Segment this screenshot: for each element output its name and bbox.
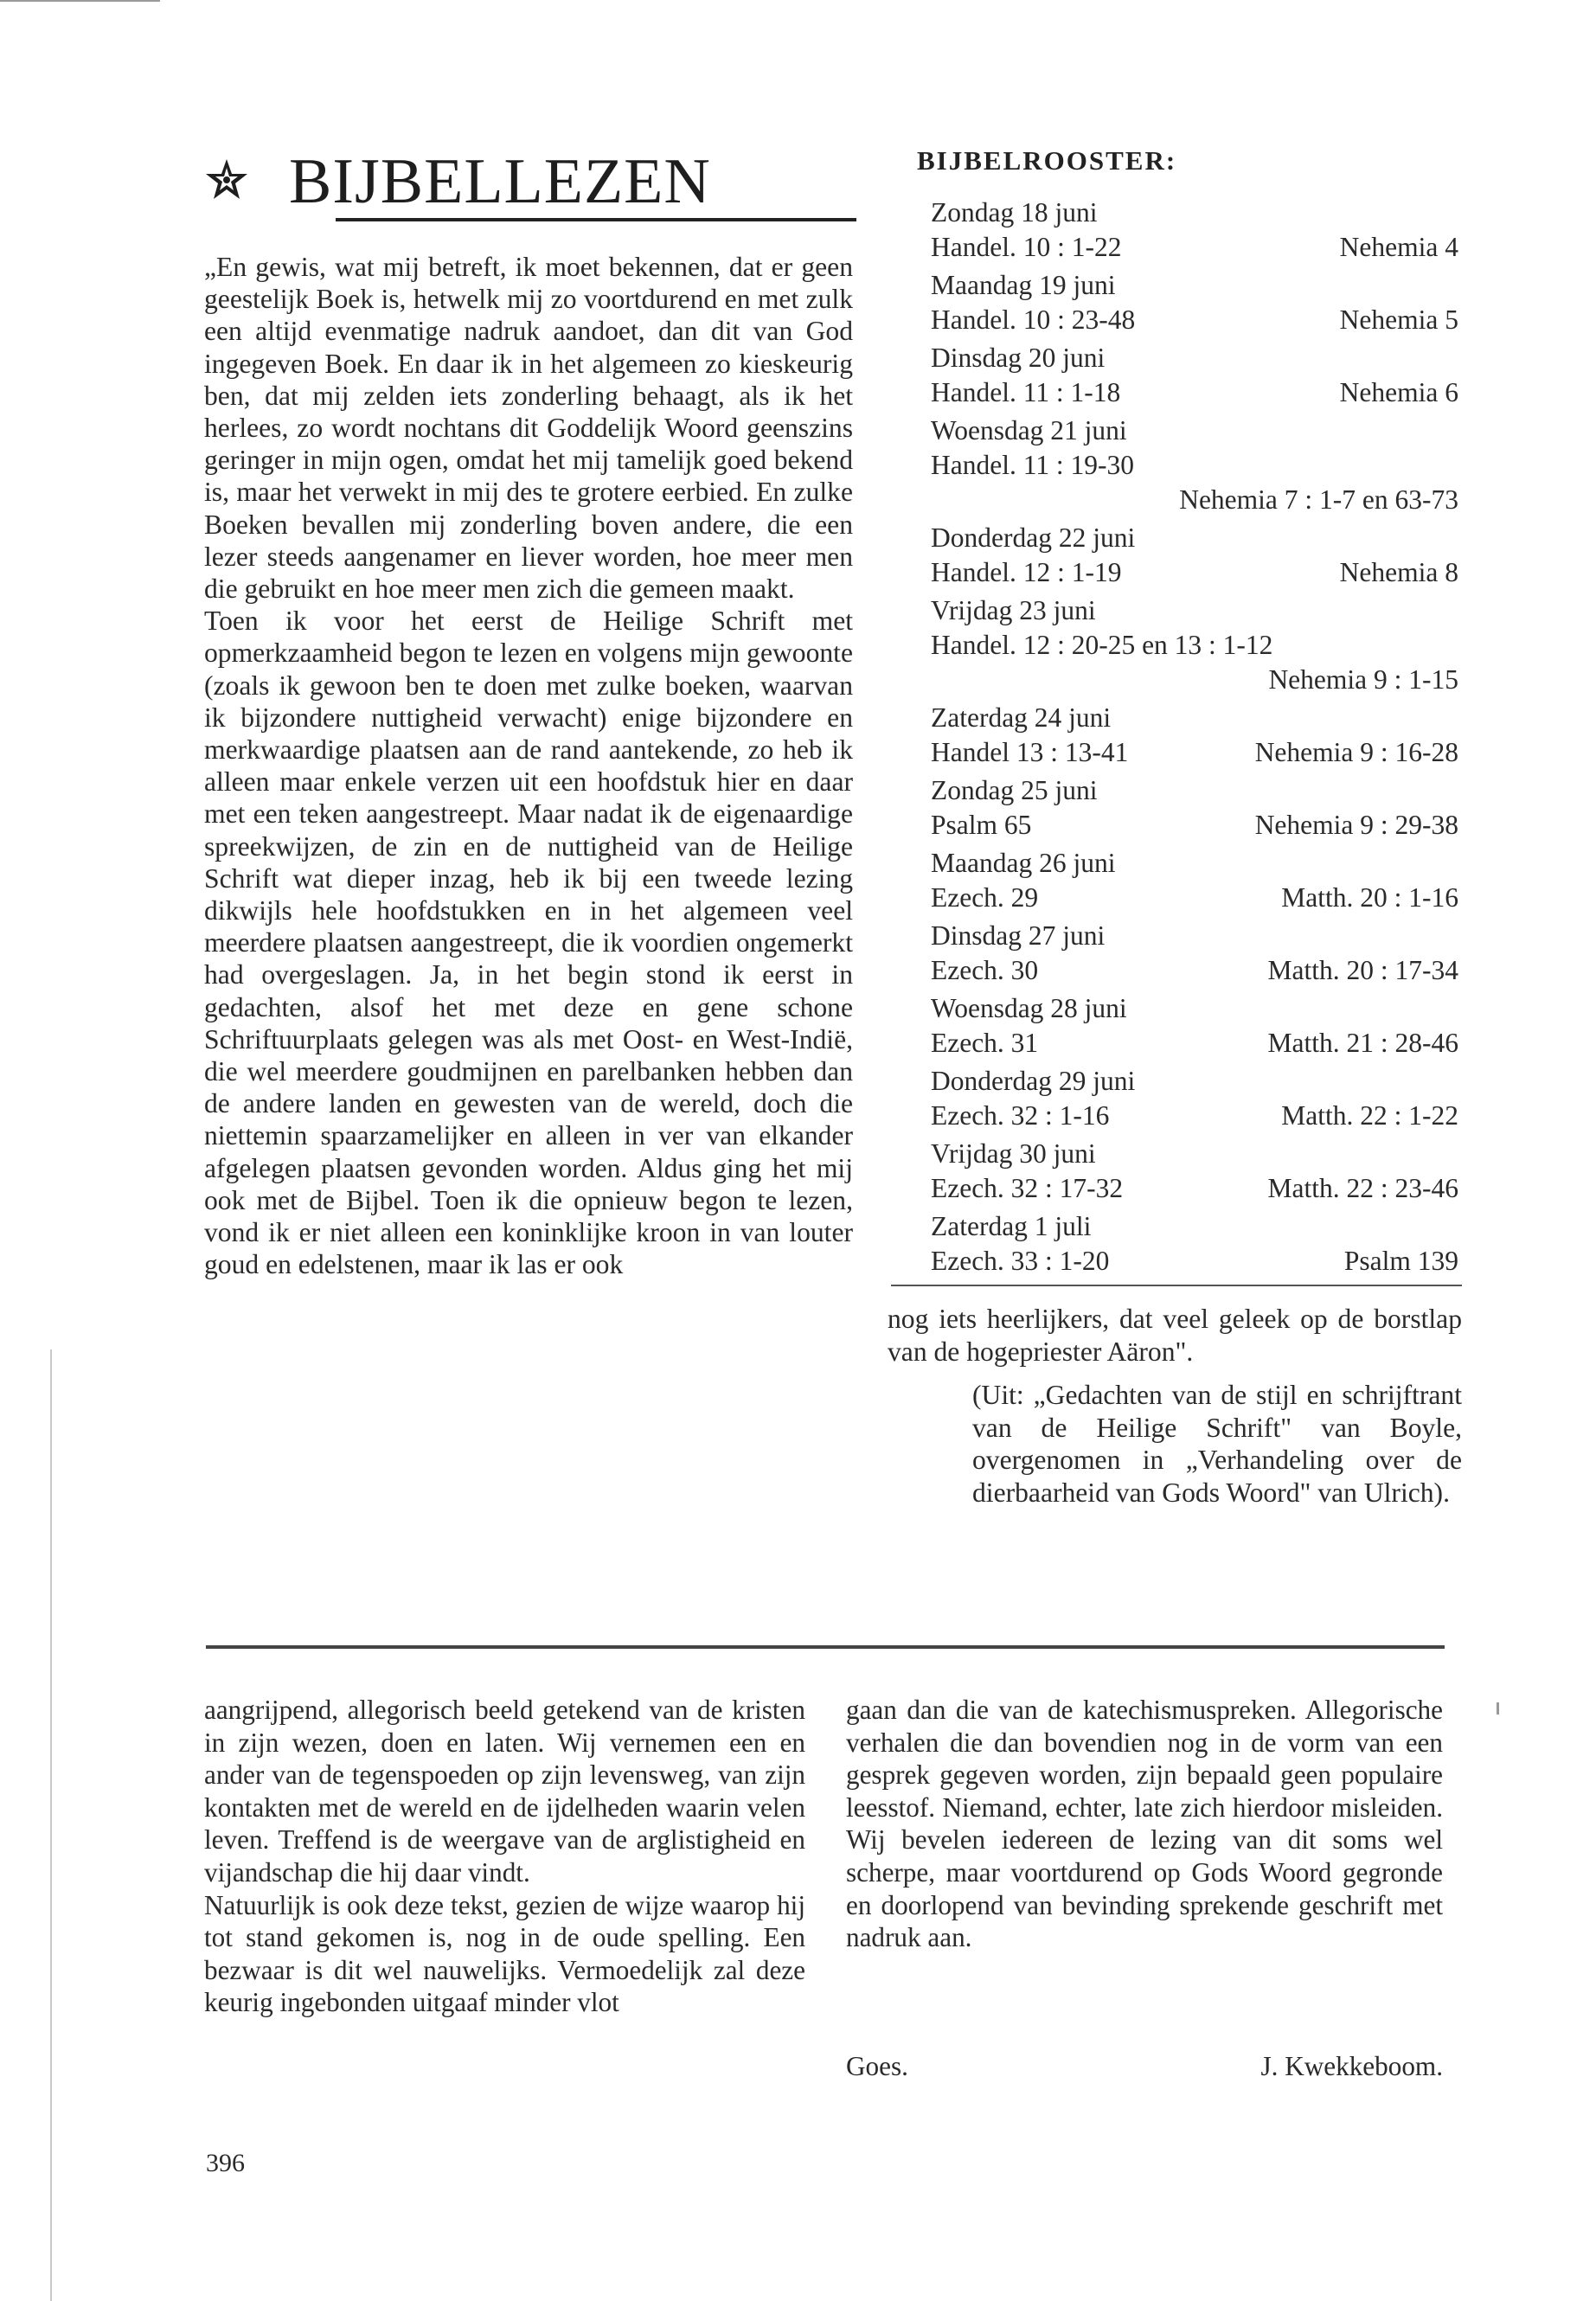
roster-reading-line (931, 230, 1458, 265)
article-title: BIJBELLEZEN (289, 146, 711, 217)
roster-day (931, 195, 1458, 265)
margin-mark (1497, 1702, 1499, 1715)
reading-primary: Ezech. 32 : 1-16 (931, 1100, 1110, 1131)
review-paragraph: aangrijpend, allegorisch beeld getekend van de kristen in zijn wezen, doen en laten. Wij vernemen een en ander van de tegenspoeden op zijn levensweg, van zijn kontakten met de wereld en de ijdelheden waarin velen leven. Treffend is de weergave van de arglistigheid en vijandschap die hij daar vindt. (204, 1695, 805, 1888)
roster-day-label: Donderdag 22 juni (931, 522, 1136, 553)
roster-day-label: Maandag 19 juni (931, 270, 1116, 300)
page-number: 396 (206, 2149, 245, 2177)
reading-secondary: Nehemia 7 : 1-7 en 63-73 (1179, 484, 1458, 515)
article-header (204, 138, 862, 242)
roster-day-label: Zondag 18 juni (931, 197, 1098, 228)
review-left-column (204, 1694, 805, 2019)
roster-day (931, 1209, 1458, 1279)
roster-day-label: Zondag 25 juni (931, 775, 1098, 805)
roster-day (931, 521, 1458, 590)
roster-reading-line (931, 663, 1458, 697)
reading-primary: Handel. 10 : 23-48 (931, 304, 1136, 335)
reading-primary: Handel. 12 : 1-19 (931, 557, 1122, 587)
roster-reading-line (931, 1099, 1458, 1133)
roster-day (931, 701, 1458, 770)
quote-column (204, 251, 853, 1281)
reading-secondary: Nehemia 5 (1339, 304, 1458, 335)
reading-secondary: Nehemia 9 : 1-15 (1268, 664, 1458, 695)
roster-day (931, 1064, 1458, 1133)
reading-primary: Handel 13 : 13-41 (931, 737, 1129, 767)
reading-secondary: Nehemia 9 : 16-28 (1254, 737, 1458, 767)
roster-day-label: Woensdag 28 juni (931, 993, 1127, 1023)
reading-primary: Psalm 65 (931, 810, 1032, 840)
roster-reading-line (931, 881, 1458, 915)
reading-secondary: Nehemia 9 : 29-38 (1254, 810, 1458, 840)
section-separator (206, 1645, 1445, 1649)
top-edge-line (0, 0, 160, 2)
roster-day-label: Maandag 26 juni (931, 848, 1116, 878)
reading-primary: Ezech. 29 (931, 882, 1039, 913)
roster-day (931, 919, 1458, 988)
star-icon (204, 157, 249, 202)
reading-primary: Handel. 11 : 19-30 (931, 450, 1135, 480)
reading-secondary: Matth. 21 : 28-46 (1267, 1028, 1458, 1058)
review-signature (846, 2051, 1443, 2082)
binding-edge-line (50, 1349, 52, 2301)
roster-day (931, 341, 1458, 410)
reading-primary: Ezech. 31 (931, 1028, 1039, 1058)
reading-primary: Ezech. 32 : 17-32 (931, 1173, 1124, 1203)
roster-reading-line (931, 483, 1458, 517)
signature-author: J. Kwekkeboom. (1260, 2051, 1443, 2081)
roster-day-label: Dinsdag 20 juni (931, 343, 1106, 373)
roster-reading-line (931, 555, 1458, 590)
roster-reading-line (931, 628, 1458, 663)
review-paragraph: Natuurlijk is ook deze tekst, gezien de wijze waarop hij tot stand gekomen is, nog in de oude spelling. Een bezwaar is dit wel nauwelijks. Vermoedelijk zal deze keurig ingebonden uitgaaf minder vlot (204, 1889, 805, 2018)
roster-reading-line (931, 1026, 1458, 1061)
bible-reading-schedule (931, 192, 1458, 1279)
reading-secondary: Matth. 22 : 23-46 (1267, 1173, 1458, 1203)
reading-secondary: Nehemia 8 (1339, 557, 1458, 587)
quote-continuation: nog iets heerlijkers, dat veel geleek op de borstlap van de hogepriester Aäron". (888, 1304, 1462, 1367)
quote-paragraph: „En gewis, wat mij betreft, ik moet bekennen, dat er geen geestelijk Boek is, hetwelk mij zo voortdurend en met zulk een altijd evenmatige nadruk aandoet, dan dit van God ingegeven Boek. En daar ik in het algemeen zo kieskeurig ben, dat mij zelden iets zonderling behaagt, als ik het herlees, zo wordt nochtans dit Goddelijk Woord geenszins geringer in mijn ogen, omdat het mij tamelijk goed bekend is, maar het verwekt in mij des te grotere eerbied. En zulke Boeken bevallen mij zonderling boven andere, die een lezer steeds aangenamer en liever worden, hoe meer men die gebruikt en hoe meer men zich die gemeen maakt. (204, 252, 853, 605)
roster-day (931, 268, 1458, 337)
roster-reading-line (931, 303, 1458, 337)
roster-day-label: Vrijdag 23 juni (931, 595, 1096, 625)
roster-day (931, 773, 1458, 843)
reading-secondary: Nehemia 4 (1339, 232, 1458, 262)
reading-primary: Handel. 11 : 1-18 (931, 377, 1121, 407)
review-paragraph: gaan dan die van de katechismuspreken. Allegorische verhalen die dan bovendien nog in de vorm van een gesprek gegeven worden, zijn bepaald geen populaire leesstof. Niemand, echter, late zich hierdoor misleiden. Wij bevelen iedereen de lezing van dit soms wel scherpe, maar voortdurend op Gods Woord gegronde en doorlopend van bevinding sprekende geschrift met nadruk aan. (846, 1695, 1443, 1953)
roster-day-label: Vrijdag 30 juni (931, 1138, 1096, 1169)
roster-day (931, 593, 1458, 697)
roster-title: BIJBELROOSTER: (917, 145, 1177, 176)
reading-primary: Handel. 12 : 20-25 en 13 : 1-12 (931, 630, 1273, 660)
reading-secondary: Nehemia 6 (1339, 377, 1458, 407)
reading-primary: Ezech. 33 : 1-20 (931, 1246, 1110, 1276)
title-underline (336, 218, 856, 221)
reading-secondary: Matth. 20 : 17-34 (1267, 955, 1458, 985)
reading-secondary: Psalm 139 (1343, 1246, 1458, 1276)
roster-day-label: Zaterdag 1 juli (931, 1211, 1092, 1241)
roster-day-label: Zaterdag 24 juni (931, 702, 1112, 733)
reading-secondary: Matth. 22 : 1-22 (1281, 1100, 1458, 1131)
roster-day (931, 846, 1458, 915)
roster-day-label: Donderdag 29 juni (931, 1066, 1136, 1096)
roster-day-label: Dinsdag 27 juni (931, 920, 1106, 951)
roster-day (931, 991, 1458, 1061)
reading-primary: Ezech. 30 (931, 955, 1039, 985)
signature-place: Goes. (846, 2051, 908, 2081)
quote-paragraph: Toen ik voor het eerst de Heilige Schrift met opmerkzaamheid begon te lezen en volgens mijn gewoonte (zoals ik gewoon ben te doen met zulke boeken, waarvan ik bijzondere nuttigheid verwacht) enige bijzondere en merkwaardige plaatsen aan de rand aantekende, zo heb ik alleen maar enkele verzen uit een hoofdstuk hier en daar met een teken aangestreept. Maar nadat ik de eigenaardige spreekwijzen, de zin en de nuttigheid van de Heilige Schrift wat dieper inzag, heb ik bij een tweede lezing dikwijls hele hoofdstukken en in het algemeen veel meerdere plaatsen aangestreept, die ik voordien ongemerkt had overgeslagen. Ja, in het begin stond ik eerst in gedachten, alsof het met deze en gene schone Schriftuurplaats gelegen was als met Oost- en West-Indië, die wel meerdere goudmijnen en parelbanken hebben dan de andere landen en gewesten van de wereld, doch die niettemin spaarzamelijker en alleen in ver van elkander afgelegen plaatsen gevonden worden. Aldus ging het mij ook met de Bijbel. Toen ik die opnieuw begon te lezen, vond ik er niet alleen een koninklijke kroon in van louter goud en edelstenen, maar ik las er ook (204, 606, 853, 1280)
roster-day (931, 413, 1458, 517)
roster-reading-line (931, 808, 1458, 843)
roster-day (931, 1137, 1458, 1206)
review-right-column (846, 1694, 1443, 1954)
roster-reading-line (931, 448, 1458, 483)
roster-reading-line (931, 1171, 1458, 1206)
roster-reading-line (931, 735, 1458, 770)
roster-day-label: Woensdag 21 juni (931, 415, 1127, 445)
roster-reading-line (931, 953, 1458, 988)
reading-secondary: Matth. 20 : 1-16 (1281, 882, 1458, 913)
quote-citation: (Uit: „Gedachten van de stijl en schrijftrant van de Heilige Schrift" van Boyle, overgenomen in „Verhandeling over de dierbaarheid van Gods Woord" van Ulrich). (972, 1380, 1462, 1508)
roster-reading-line (931, 375, 1458, 410)
reading-primary: Handel. 10 : 1-22 (931, 232, 1122, 262)
roster-reading-line (931, 1244, 1458, 1279)
roster-divider (891, 1285, 1462, 1286)
